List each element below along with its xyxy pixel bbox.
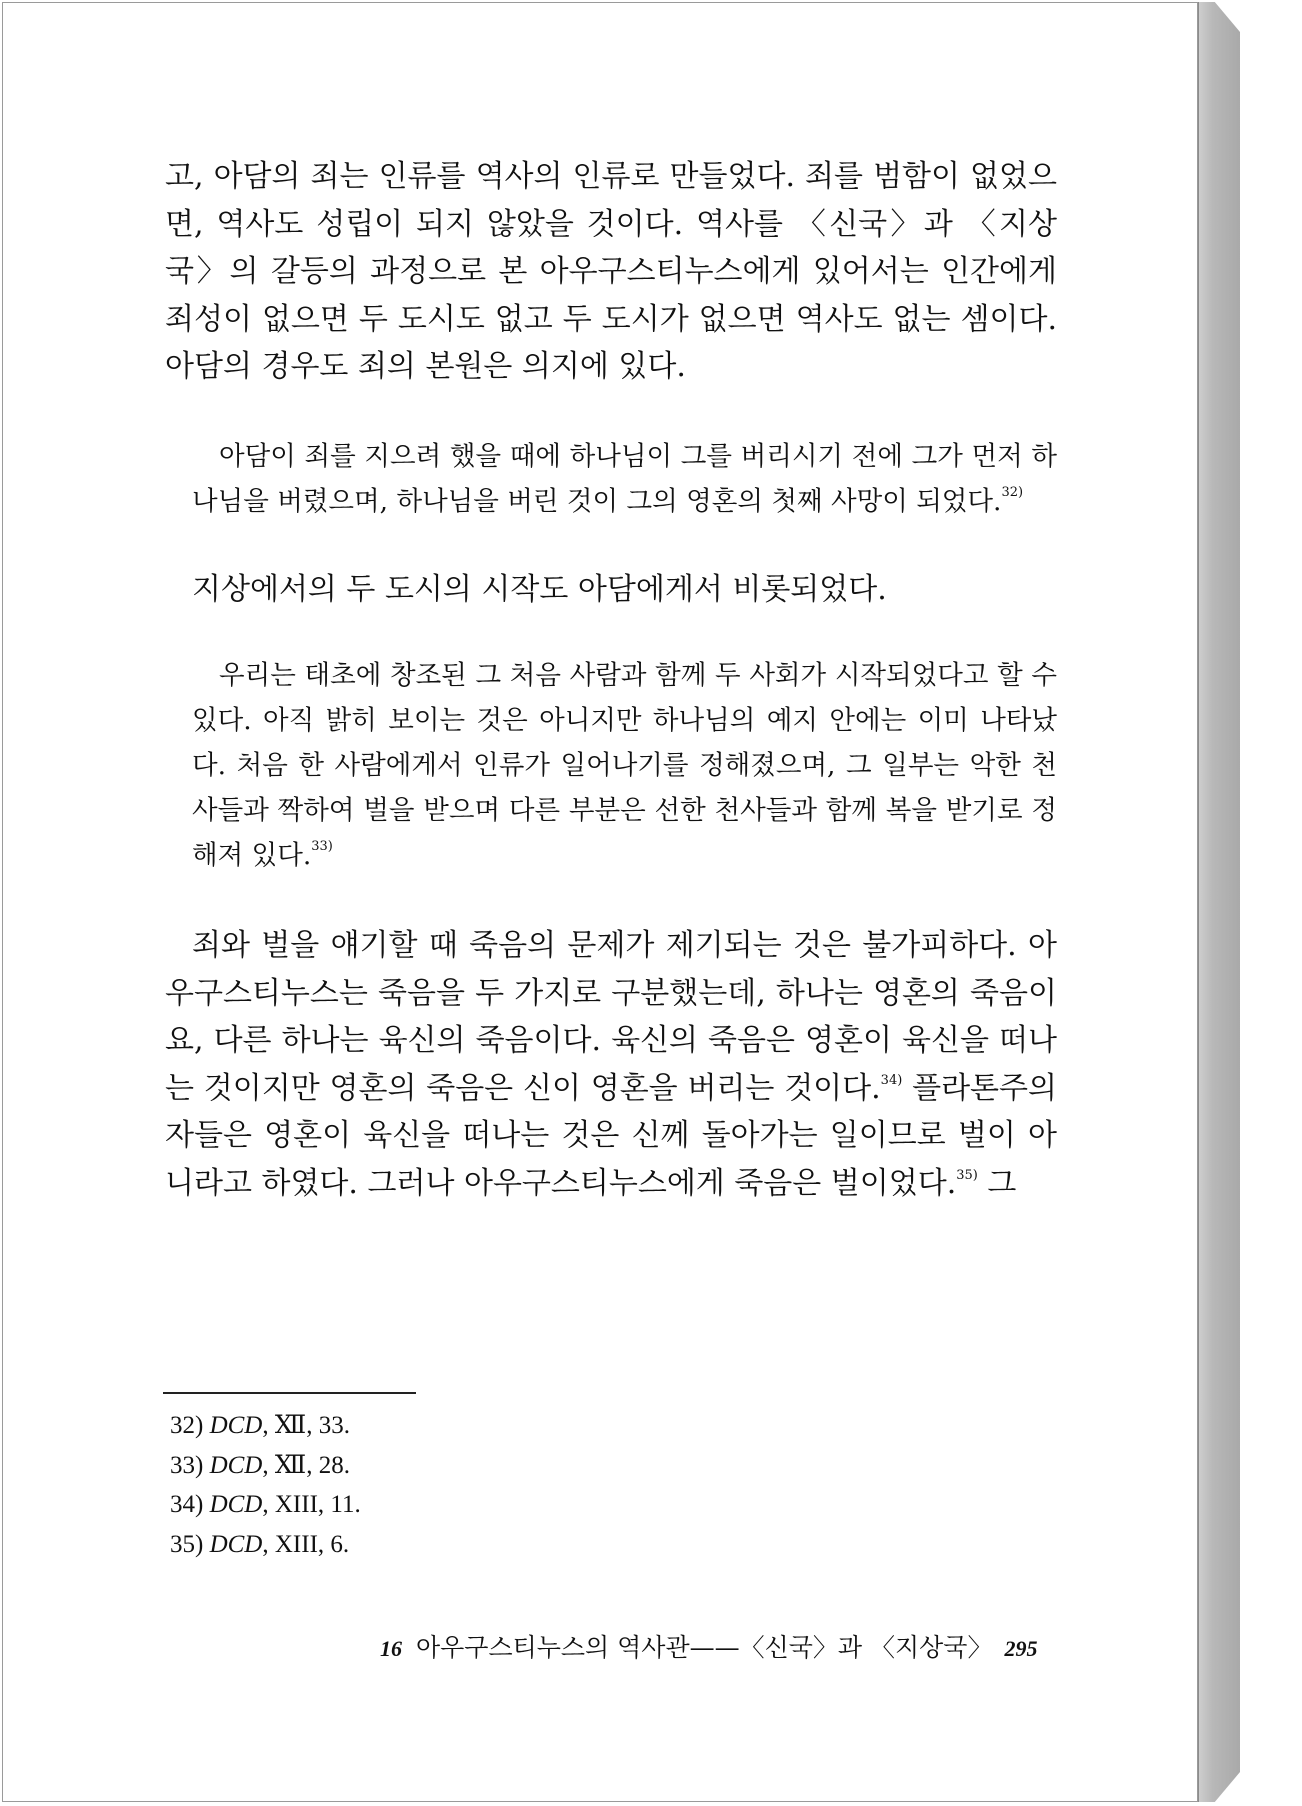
footnote-item (170, 1525, 361, 1565)
footnote-item (170, 1485, 361, 1525)
page-body (165, 153, 1057, 1207)
chapter-number: 16 (380, 1636, 402, 1661)
footnote-number: 35) (170, 1530, 204, 1558)
footnote-ref-35: 35) (956, 1167, 978, 1183)
footnote-number: 34) (170, 1491, 204, 1518)
footnote-citation: , Ⅻ, 33. (262, 1412, 350, 1439)
footnote-ref-32: 32) (1001, 484, 1024, 500)
footnote-work: DCD (209, 1412, 263, 1439)
footnotes (170, 1406, 361, 1564)
footnote-number: 32) (170, 1412, 204, 1439)
paragraph-3-text-a: 죄와 벌을 얘기할 때 죽음의 문제가 제기되는 것은 불가피하다. 아우구스티누스는 죽음을 두 가지로 구분했는데, 하나는 영혼의 죽음이요, 다른 하나는 육신의 죽음이다. 육신의 죽음은 영혼이 육신을 떠나는 것이지만 영혼의 죽음은 신이 영혼을 버리는 것이다. (165, 928, 1057, 1106)
block-quote-2 (165, 653, 1057, 878)
footnote-citation: , Ⅻ, 28. (262, 1451, 350, 1479)
page-number: 295 (1004, 1636, 1038, 1661)
paragraph-3-text-b: 플라톤주의자들은 영혼이 육신을 떠나는 것은 신께 돌아가는 일이므로 벌이 아니라고 하였다. 그러나 아우구스티누스에게 죽음은 벌이었다. (165, 1070, 1057, 1201)
book-page (2, 2, 1198, 1802)
paragraph-3-text-c: 그 (977, 1165, 1017, 1201)
page-stack-edge (1198, 2, 1240, 1802)
paragraph-2: 지상에서의 두 도시의 시작도 아담에게서 비롯되었다. (192, 571, 887, 607)
block-quote-2-text: 우리는 태초에 창조된 그 처음 사람과 함께 두 사회가 시작되었다고 할 수 있다. 아직 밝히 보이는 것은 아니지만 하나님의 예지 안에는 이미 나타났다. 처음 한 사람에게서 인류가 일어나기를 정해졌으며, 그 일부는 악한 천사들과 짝하여 벌을 받으며 다른 부분은 선한 천사들과 함께 복을 받기로 정해져 있다. (192, 660, 1057, 871)
footnote-work: DCD (209, 1451, 263, 1479)
paragraph-1: 고, 아담의 죄는 인류를 역사의 인류로 만들었다. 죄를 범함이 없었으면, 역사도 성립이 되지 않았을 것이다. 역사를 〈신국〉과 〈지상국〉의 갈등의 과정으로 본 아우구스티누스에게 있어서는 인간에게 죄성이 없으면 두 도시도 없고 두 도시가 없으면 역사도 없는 셈이다. 아담의 경우도 죄의 본원은 의지에 있다. (165, 159, 1057, 384)
footnote-item (170, 1446, 361, 1486)
footnote-ref-34: 34) (880, 1072, 903, 1088)
block-quote-1 (165, 434, 1057, 524)
paragraph-3 (165, 922, 1057, 1207)
footnote-work: DCD (209, 1491, 263, 1518)
footnote-citation: , XIII, 6. (262, 1530, 350, 1558)
running-footer (380, 1628, 1037, 1664)
footnote-item (170, 1406, 361, 1446)
footnote-citation: , XIII, 11. (262, 1491, 361, 1518)
block-quote-1-text: 아담이 죄를 지으려 했을 때에 하나님이 그를 버리시기 전에 그가 먼저 하나님을 버렸으며, 하나님을 버린 것이 그의 영혼의 첫째 사망이 되었다. (192, 440, 1057, 517)
footnote-work: DCD (209, 1530, 263, 1558)
footnote-ref-33: 33) (311, 839, 333, 854)
running-title: 아우구스티누스의 역사관——〈신국〉과 〈지상국〉 (416, 1633, 993, 1662)
page-edge-line (1198, 2, 1199, 1802)
footnote-divider (163, 1392, 416, 1394)
footnote-number: 33) (170, 1451, 204, 1479)
